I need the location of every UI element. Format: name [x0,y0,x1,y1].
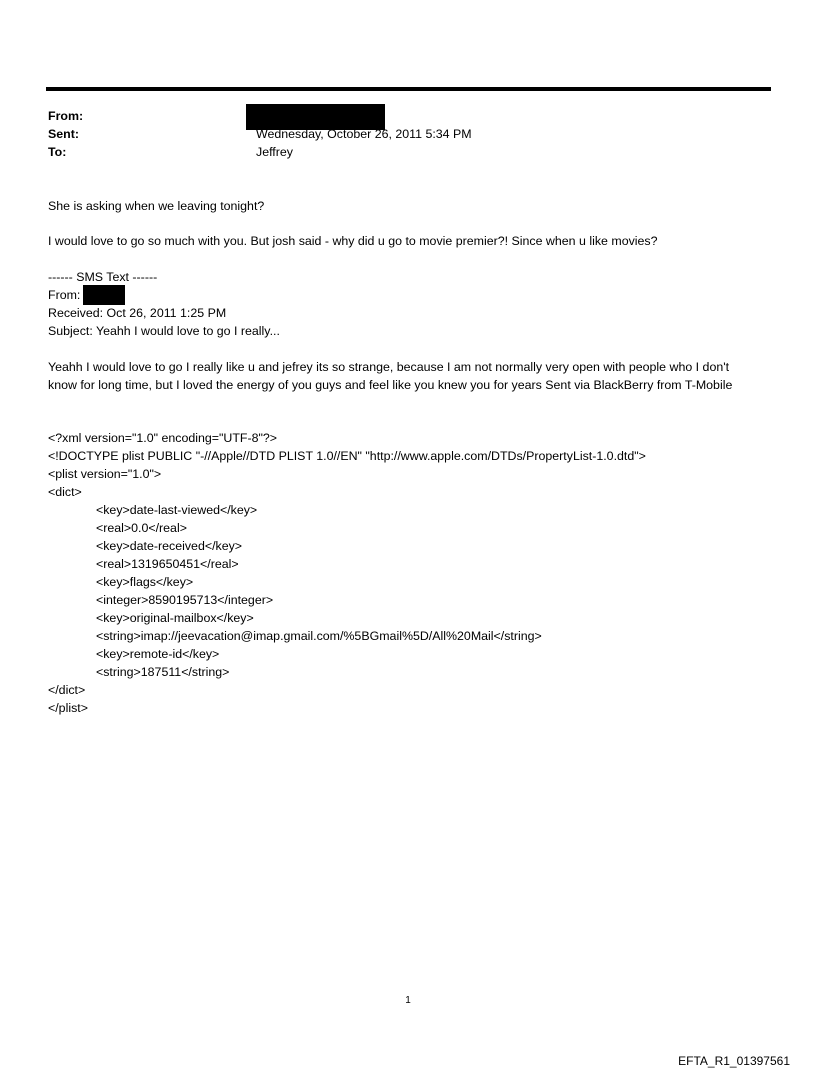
xml-declaration: <?xml version="1.0" encoding="UTF-8"?> [48,431,278,445]
xml-dict-open: <dict> [48,485,82,499]
from-label: From: [48,109,84,123]
xml-dict-close: </dict> [48,683,86,697]
sms-received: Received: Oct 26, 2011 1:25 PM [48,306,227,320]
xml-plist-open: <plist version="1.0"> [48,467,162,481]
xml-entry: <integer>8590195713</integer> [96,593,274,607]
sms-subject: Subject: Yeahh I would love to go I really... [48,324,280,338]
message-line-2: I would love to go so much with you. But josh said - why did u go to movie premier?! Since when u like movies? [48,234,658,248]
xml-doctype: <!DOCTYPE plist PUBLIC "-//Apple//DTD PLIST 1.0//EN" "http://www.apple.com/DTDs/PropertyList-1.0.dtd"> [48,449,646,463]
xml-entry: <real>0.0</real> [96,521,187,535]
sent-value: Wednesday, October 26, 2011 5:34 PM [256,127,472,141]
page-number: 1 [405,995,411,1006]
sms-body: Yeahh I would love to go I really like u and jefrey its so strange, because I am not normally very open with people who I don't know for long time, but I loved the energy of you guys and feel like you knew you for years Sent via BlackBerry from T-Mobile [48,360,733,392]
sms-from-redaction [83,285,125,305]
message-line-1: She is asking when we leaving tonight? [48,199,265,213]
to-label: To: [48,145,67,159]
sms-from-label: From: [48,288,81,302]
sent-label: Sent: [48,127,79,141]
xml-entry: <real>1319650451</real> [96,557,239,571]
xml-entry: <key>flags</key> [96,575,194,589]
xml-entry: <key>remote-id</key> [96,647,220,661]
xml-entry: <string>imap://jeevacation@imap.gmail.com/%5BGmail%5D/All%20Mail</string> [96,629,542,643]
to-value: Jeffrey [256,145,293,159]
xml-entry: <string>187511</string> [96,665,230,679]
xml-plist-close: </plist> [48,701,88,715]
xml-entry: <key>date-received</key> [96,539,243,553]
xml-entry: <key>original-mailbox</key> [96,611,254,625]
header-rule [46,87,771,91]
xml-entry: <key>date-last-viewed</key> [96,503,258,517]
bates-number: EFTA_R1_01397561 [678,1054,790,1068]
sms-header: ------ SMS Text ------ [48,270,158,284]
